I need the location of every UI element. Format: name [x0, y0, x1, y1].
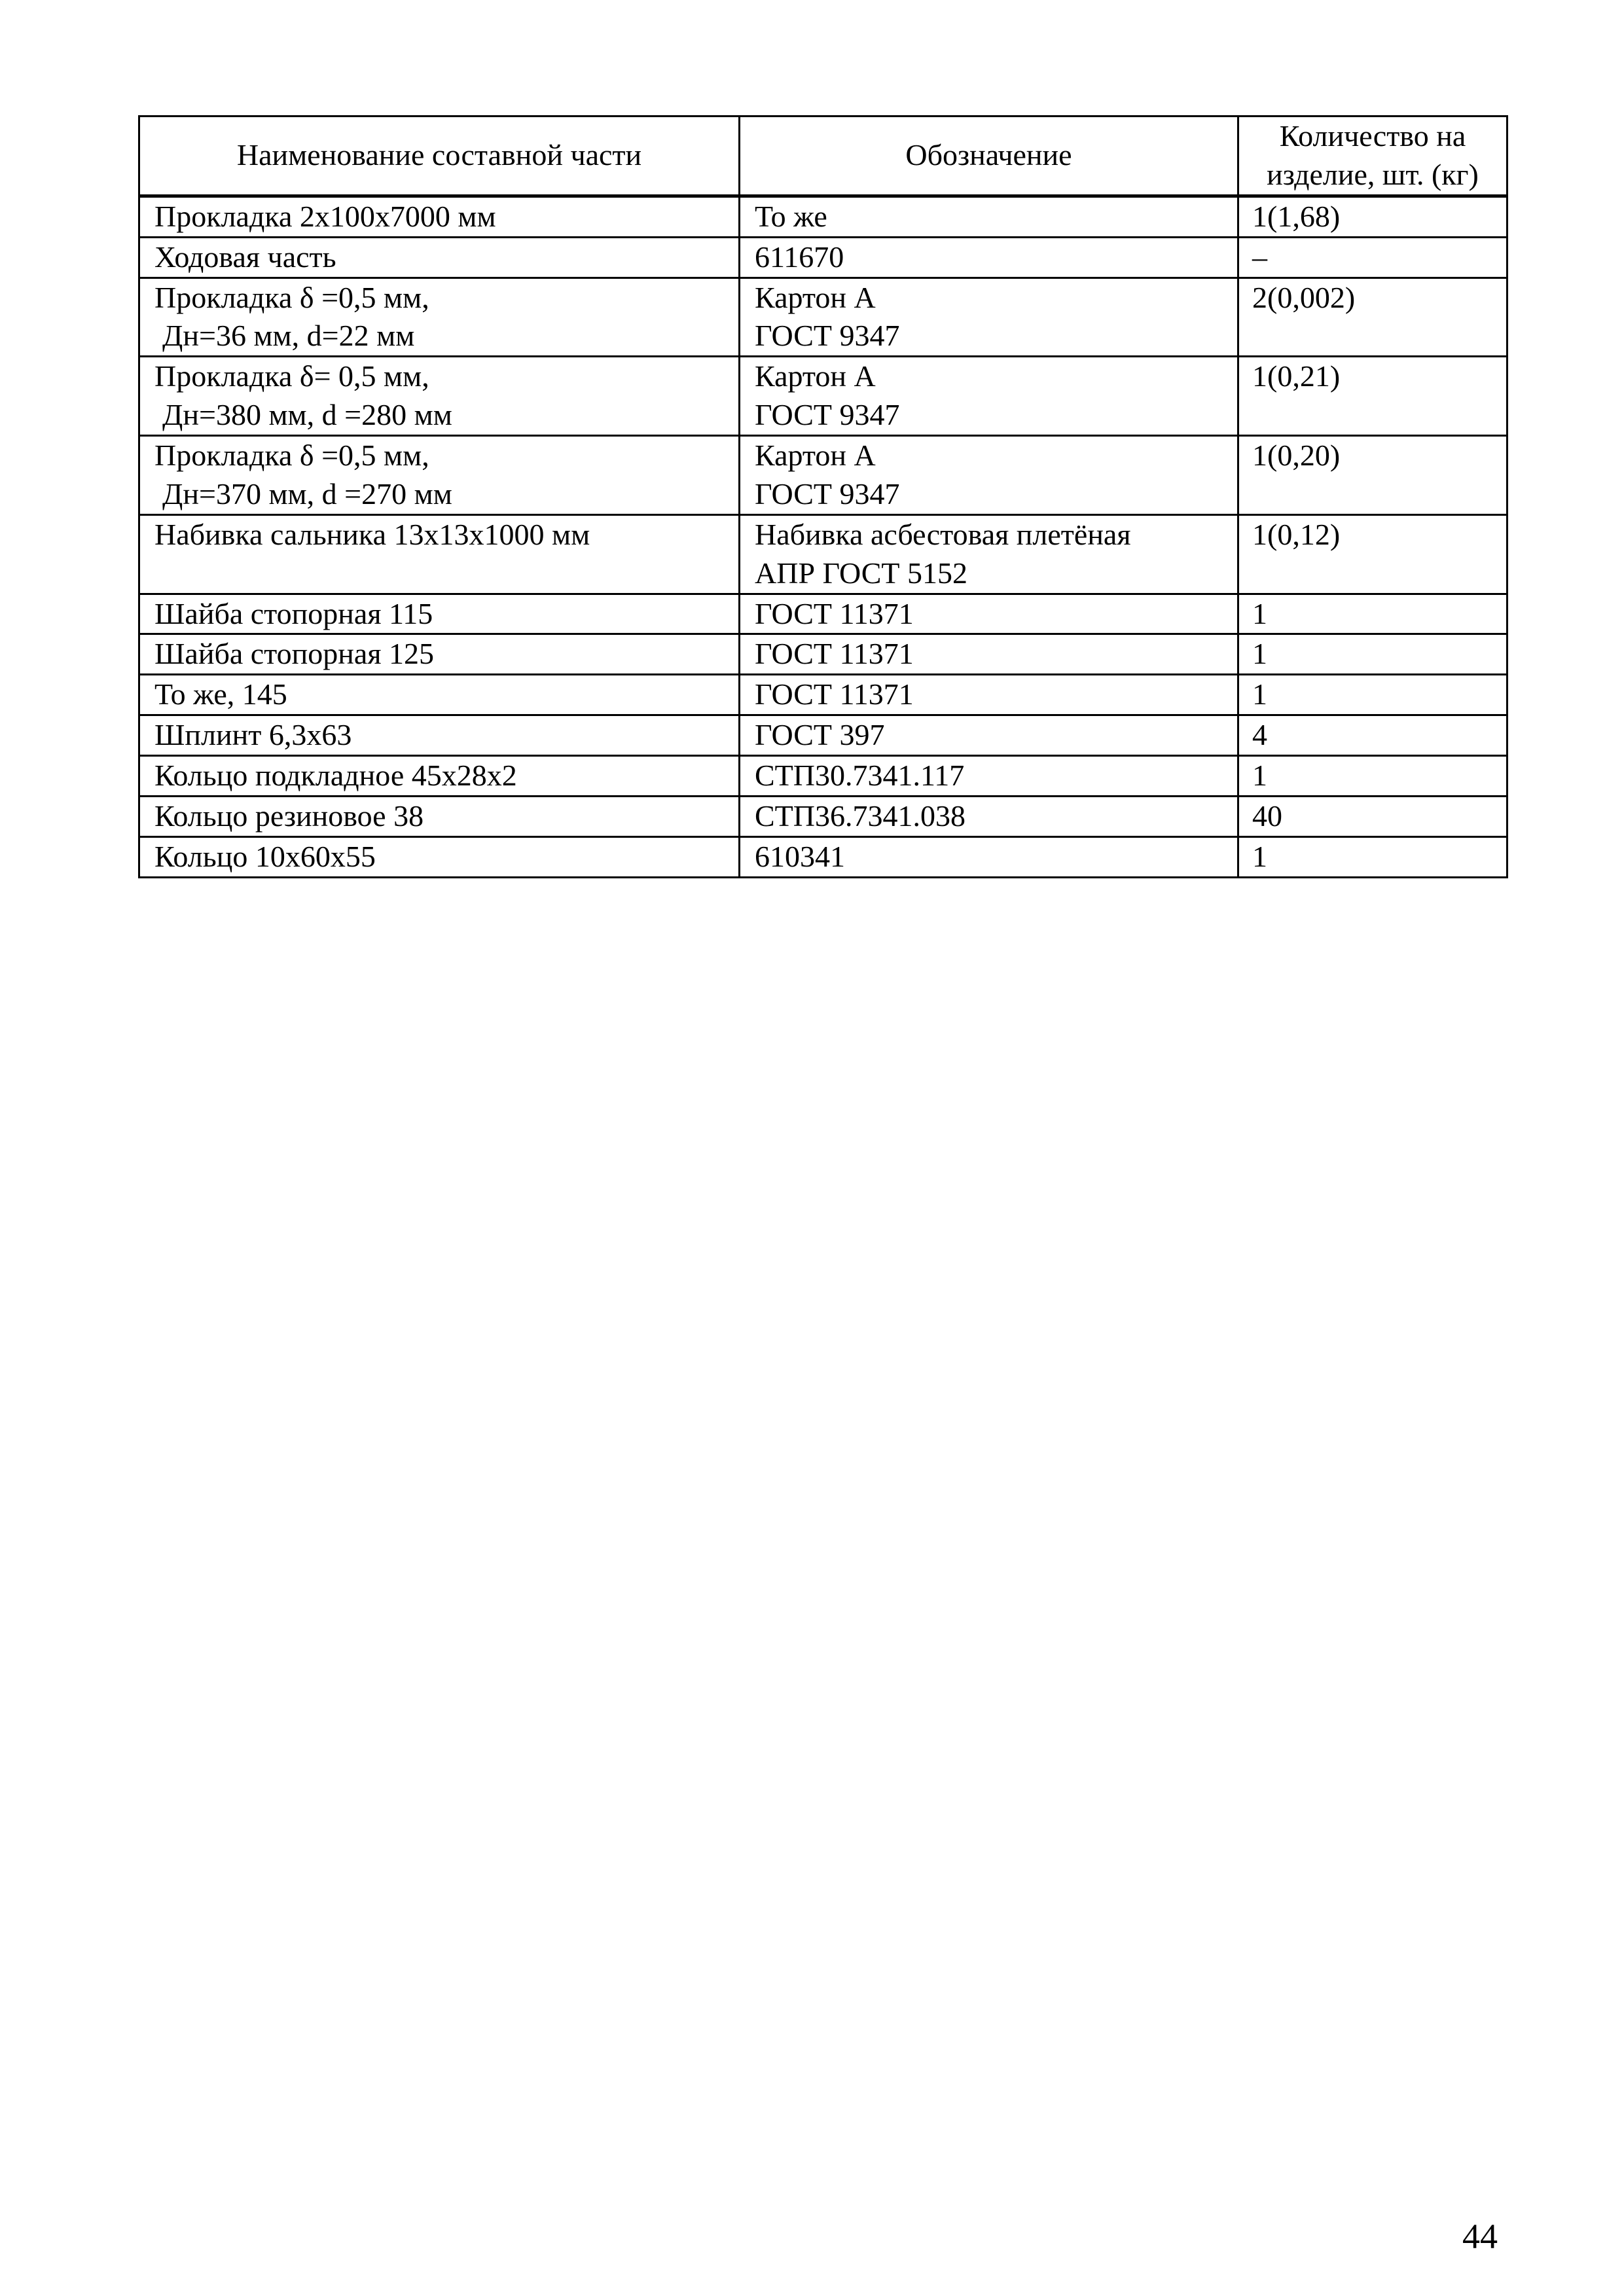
- designation-cell: [740, 796, 1238, 836]
- part-name-cell-line: Дн=370 мм, d =270 мм: [162, 476, 452, 511]
- header-designation: Обозначение: [740, 117, 1238, 196]
- designation-cell-line: 611670: [755, 240, 844, 274]
- quantity-cell: 2(0,002): [1238, 278, 1507, 357]
- part-name-cell: [139, 436, 740, 515]
- designation-cell-line: Картон А: [755, 439, 876, 472]
- table-row: [139, 675, 1507, 715]
- header-quantity: Количество на изделие, шт. (кг): [1238, 117, 1507, 196]
- table-row: [139, 196, 1507, 237]
- designation-cell: [740, 634, 1238, 675]
- quantity-cell: 1(0,20): [1238, 436, 1507, 515]
- quantity-cell: 1: [1238, 675, 1507, 715]
- designation-cell: [740, 675, 1238, 715]
- part-name-cell-line: Прокладка δ =0,5 мм,: [154, 280, 429, 314]
- table-row: [139, 796, 1507, 836]
- part-name-cell-line: То же, 145: [154, 677, 287, 711]
- quantity-cell: 1: [1238, 634, 1507, 675]
- part-name-cell-line: Кольцо 10х60х55: [154, 839, 376, 873]
- designation-cell-line: 610341: [755, 839, 845, 873]
- quantity-cell: 1: [1238, 836, 1507, 877]
- quantity-cell: 4: [1238, 715, 1507, 756]
- designation-cell: [740, 357, 1238, 436]
- designation-cell-line: Картон А: [755, 280, 876, 314]
- designation-cell: [740, 278, 1238, 357]
- table-row: [139, 237, 1507, 278]
- quantity-cell: 1: [1238, 756, 1507, 797]
- table-row: [139, 715, 1507, 756]
- quantity-cell: –: [1238, 237, 1507, 278]
- parts-table-body: [139, 196, 1507, 877]
- designation-cell-line: ГОСТ 11371: [755, 677, 914, 711]
- table-row: [139, 514, 1507, 594]
- designation-cell-line: ГОСТ 11371: [755, 637, 914, 671]
- designation-cell-line: СТП36.7341.038: [755, 798, 965, 833]
- part-name-cell-line: Кольцо резиновое 38: [154, 798, 424, 833]
- designation-cell-line: Картон А: [755, 359, 876, 393]
- part-name-cell: [139, 634, 740, 675]
- part-name-cell: [139, 675, 740, 715]
- page-number: 44: [1462, 2217, 1498, 2256]
- quantity-cell: 1(0,12): [1238, 514, 1507, 594]
- designation-cell: [740, 514, 1238, 594]
- table-row: [139, 594, 1507, 634]
- parts-table: [138, 115, 1508, 878]
- part-name-cell: [139, 836, 740, 877]
- part-name-cell: [139, 715, 740, 756]
- part-name-cell-line: Кольцо подкладное 45х28х2: [154, 759, 517, 792]
- part-name-cell: [139, 514, 740, 594]
- part-name-cell-line: Шплинт 6,3х63: [154, 718, 352, 752]
- designation-cell: [740, 237, 1238, 278]
- designation-cell-line: ГОСТ 9347: [755, 476, 900, 511]
- designation-cell-line: ГОСТ 9347: [755, 319, 900, 353]
- part-name-cell: [139, 237, 740, 278]
- designation-cell-line: СТП30.7341.117: [755, 759, 965, 792]
- quantity-cell: 1(1,68): [1238, 196, 1507, 237]
- designation-cell-line: Набивка асбестовая плетёная: [755, 517, 1131, 551]
- quantity-cell: 40: [1238, 796, 1507, 836]
- table-row: [139, 436, 1507, 515]
- designation-cell: [740, 756, 1238, 797]
- header-row: [139, 117, 1507, 196]
- designation-cell-line: ГОСТ 397: [755, 718, 885, 752]
- designation-cell-line: АПР ГОСТ 5152: [755, 556, 968, 590]
- part-name-cell-line: Ходовая часть: [154, 240, 336, 274]
- designation-cell: [740, 715, 1238, 756]
- part-name-cell: [139, 278, 740, 357]
- table-row: [139, 357, 1507, 436]
- table-row: [139, 634, 1507, 675]
- part-name-cell-line: Прокладка δ =0,5 мм,: [154, 439, 429, 472]
- part-name-cell-line: Дн=36 мм, d=22 мм: [162, 319, 415, 353]
- header-name: Наименование составной части: [139, 117, 740, 196]
- quantity-cell: 1(0,21): [1238, 357, 1507, 436]
- part-name-cell-line: Набивка сальника 13х13х1000 мм: [154, 517, 590, 551]
- designation-cell-line: ГОСТ 11371: [755, 596, 914, 630]
- designation-cell-line: ГОСТ 9347: [755, 398, 900, 432]
- part-name-cell: [139, 796, 740, 836]
- part-name-cell-line: Дн=380 мм, d =280 мм: [162, 398, 452, 432]
- designation-cell: [740, 594, 1238, 634]
- table-row: [139, 756, 1507, 797]
- designation-cell: [740, 436, 1238, 515]
- part-name-cell: [139, 756, 740, 797]
- table-row: [139, 836, 1507, 877]
- part-name-cell-line: Шайба стопорная 115: [154, 596, 433, 630]
- designation-cell: [740, 196, 1238, 237]
- parts-table-header: [139, 117, 1507, 196]
- part-name-cell-line: Шайба стопорная 125: [154, 637, 434, 671]
- part-name-cell-line: Прокладка δ= 0,5 мм,: [154, 359, 429, 393]
- designation-cell: [740, 836, 1238, 877]
- part-name-cell: [139, 594, 740, 634]
- part-name-cell: [139, 196, 740, 237]
- designation-cell-line: То же: [755, 199, 827, 233]
- part-name-cell: [139, 357, 740, 436]
- part-name-cell-line: Прокладка 2х100х7000 мм: [154, 199, 496, 233]
- table-row: [139, 278, 1507, 357]
- quantity-cell: 1: [1238, 594, 1507, 634]
